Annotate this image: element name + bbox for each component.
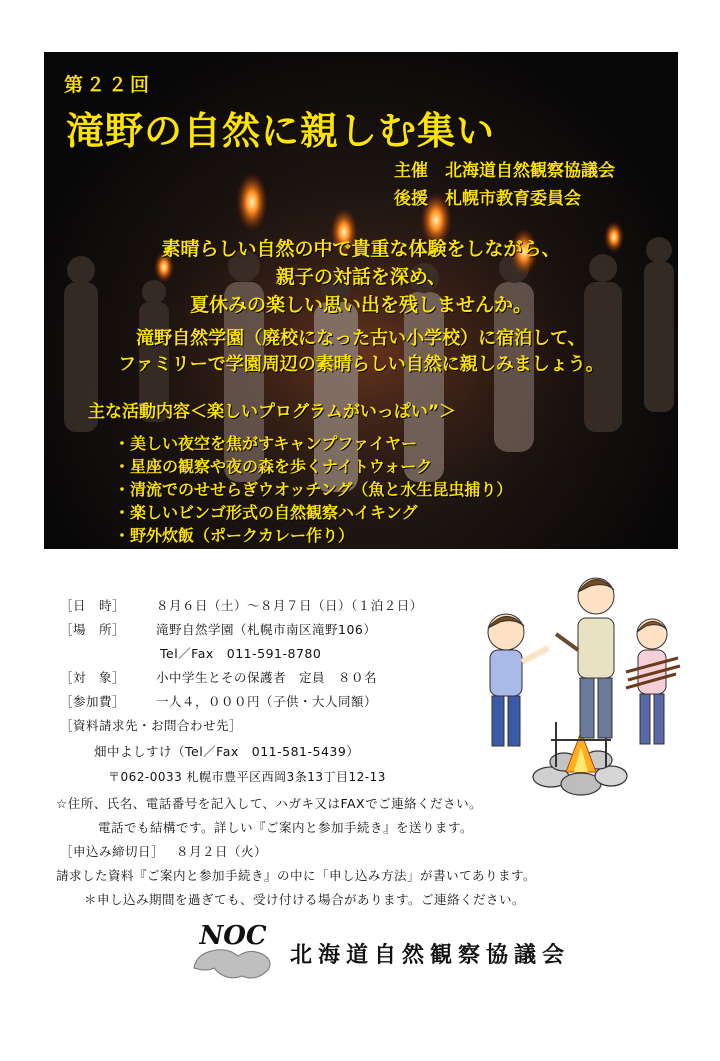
late-note: ＊申し込み期間を過ぎても、受け付ける場合があります。ご連絡ください。 (84, 892, 526, 907)
lead-line-2: 親子の対話を深め、 (275, 266, 447, 288)
activity-item: ・楽しいビンゴ形式の自然観察ハイキング (114, 503, 418, 522)
organizer-text: 主催 北海道自然観察協議会 (394, 161, 615, 181)
supporter-text: 後援 札幌市教育委員会 (394, 189, 581, 209)
lead-line-5: ファミリーで学園周辺の素晴らしい自然に親しみましょう。 (118, 354, 604, 375)
fee-label: ［参加費］ (60, 694, 126, 709)
target-label: ［対 象］ (60, 670, 126, 685)
target-value: 小中学生とその保護者 定員 ８０名 (156, 670, 378, 685)
campfire-family-illustration (456, 562, 688, 800)
edition-label: 第２２回 (64, 74, 153, 96)
deadline-value: ８月２日（火） (176, 844, 268, 859)
lead-line-3: 夏休みの楽しい思い出を残しませんか。 (189, 294, 532, 316)
place-label: ［場 所］ (60, 622, 126, 637)
method-note: 請求した資料『ご案内と参加手続き』の中に「申し込み方法」が書いてあります。 (56, 868, 537, 883)
deadline-label: ［申込み締切日］ (60, 844, 165, 859)
lead-line-4: 滝野自然学園（廃校になった古い小学校）に宿泊して、 (136, 328, 586, 349)
activity-item: ・美しい夜空を焦がすキャンプファイヤー (114, 434, 418, 453)
activities-heading: 主な活動内容＜楽しいプログラムがいっぱい”＞ (88, 402, 457, 422)
place-tel: Tel／Fax 011-591-8780 (160, 646, 322, 661)
apply-note: ☆住所、氏名、電話番号を記入して、ハガキ又はFAXでご連絡ください。 (56, 796, 483, 811)
date-label: ［日 時］ (60, 598, 126, 613)
activity-item: ・星座の観察や夜の森を歩くナイトウォーク (114, 457, 433, 476)
logo-text: NOC (199, 921, 267, 951)
activity-item: ・清流でのせせらぎウオッチング（魚と水生昆虫捕り） (114, 480, 513, 499)
fee-value: 一人４，０００円（子供・大人同額） (156, 694, 378, 709)
contact-address: 〒062-0033 札幌市豊平区西岡3条13丁目12-13 (108, 770, 386, 784)
place-value: 滝野自然学園（札幌市南区滝野106） (156, 622, 377, 637)
contact-name: 畑中よしすけ（Tel／Fax 011-581-5439） (94, 744, 360, 759)
event-title: 滝野の自然に親しむ集い (66, 109, 496, 153)
lead-line-1: 素晴らしい自然の中で貴重な体験をしながら、 (161, 238, 561, 260)
organization-name: 北海道自然観察協議会 (290, 942, 571, 968)
hero-photo-banner (44, 52, 678, 549)
activity-item: ・野外炊飯（ポークカレー作り） (114, 526, 355, 545)
apply-note-2: 電話でも結構です。詳しい『ご案内と参加手続き』を送ります。 (98, 820, 474, 835)
date-value: ８月６日（土）～８月７日（日）（１泊２日） (156, 598, 423, 613)
noc-logo (186, 912, 280, 988)
contact-label: ［資料請求先・お問合わせ先］ (60, 718, 243, 733)
